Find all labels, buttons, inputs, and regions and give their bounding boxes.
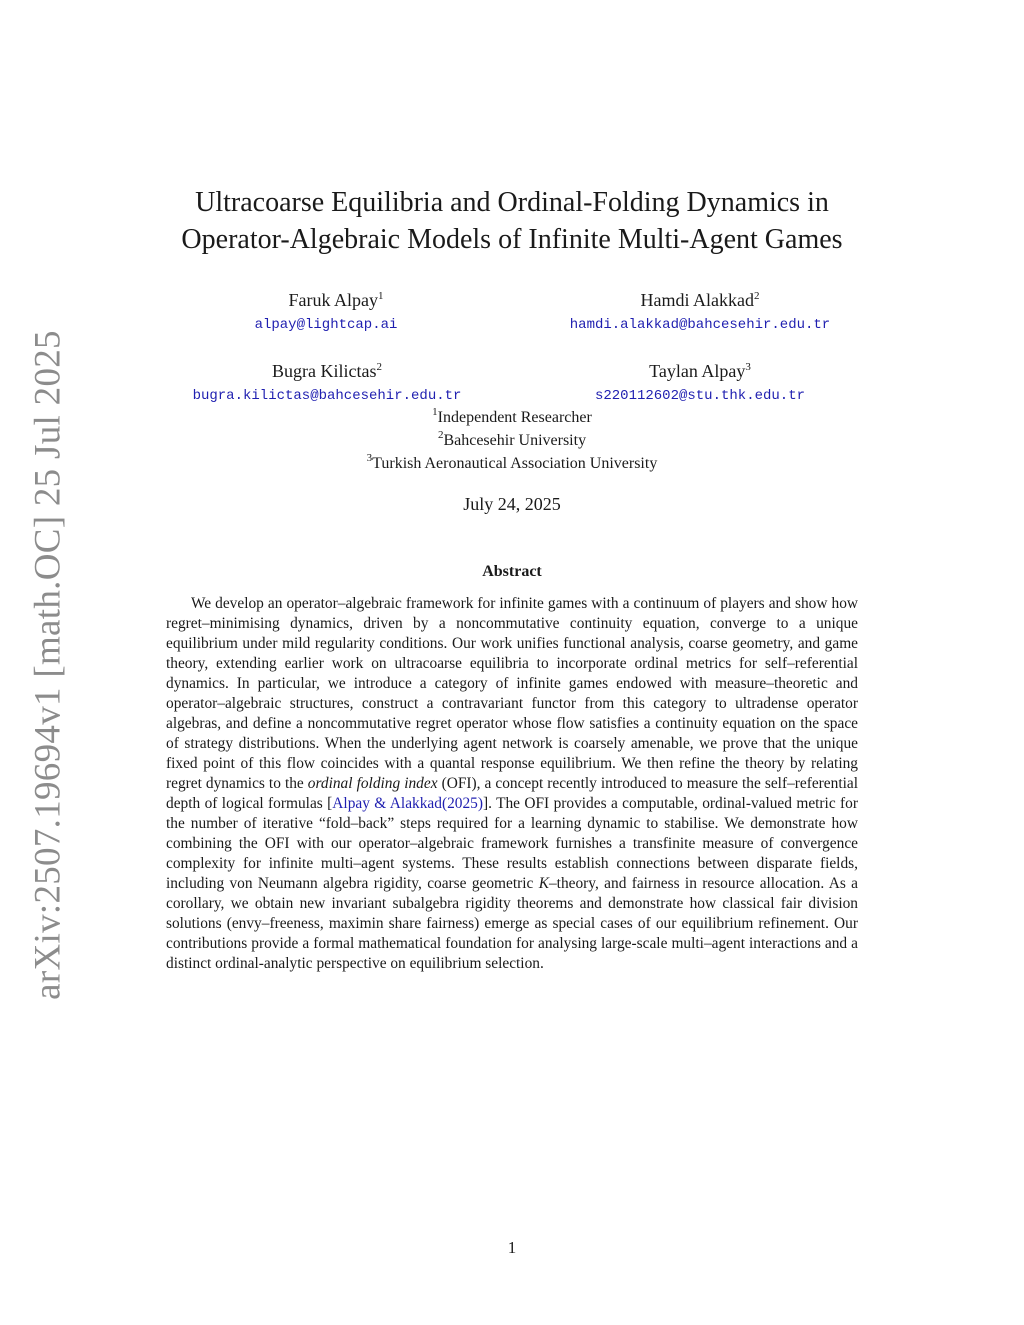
author-email-link[interactable]: bugra.kilictas@bahcesehir.edu.tr <box>192 388 462 404</box>
affiliation-mark: 3 <box>745 361 751 373</box>
author-name: Taylan Alpay$^3$ <box>649 361 751 381</box>
math-symbol: K <box>538 875 549 892</box>
citation-link[interactable]: Alpay & Alakkad(2025) <box>332 795 483 812</box>
author-email-link[interactable]: hamdi.alakkad@bahcesehir.edu.tr <box>569 317 831 333</box>
author-name: Faruk Alpay$^1$ <box>288 290 384 310</box>
affiliation-mark: 2 <box>437 429 444 441</box>
affiliation-mark: 2 <box>753 290 760 302</box>
affiliation-mark: 2 <box>376 361 382 373</box>
author-email-link[interactable]: alpay@lightcap.ai <box>254 317 398 333</box>
italic-term: ordinal folding index <box>307 775 438 792</box>
affiliation: $^1$Independent Researcher <box>432 406 592 426</box>
affiliation-mark: 1 <box>378 290 384 302</box>
author-email-link[interactable]: s220112602@stu.thk.edu.tr <box>594 388 806 404</box>
affiliation-mark: 3 <box>366 452 373 464</box>
affiliation: $^2$Bahcesehir University <box>437 429 587 449</box>
affiliation-mark: 1 <box>432 406 438 418</box>
author-name: Hamdi Alakkad$^2$ <box>640 290 760 310</box>
publication-date: July 24, 2025 <box>463 494 561 514</box>
author-name: Bugra Kilictas$^2$ <box>272 361 382 381</box>
abstract-heading: Abstract <box>482 563 542 580</box>
arxiv-identifier-stamp: arXiv:2507.19694v1 [math.OC] 25 Jul 2025 <box>27 330 69 1000</box>
page-number: 1 <box>507 1238 517 1257</box>
abstract-body: We develop an operator–algebraic framework for infinite games with a continuum of players and show how regret–minimising dynamics, driven by a noncommutative continuity equation, converge to a unique equilibrium under mild regularity conditions. Our work unifies functional analysis, coarse geometry, and game theory, extending earlier work on ultracoarse equilibria to incorporate ordinal metrics for self–referential dynamics. In particular, we introduce a category of infinite games endowed with measure–theoretic and operator–algebraic structures, construct a contravariant functor from this category to ultradense operator algebras, and define a noncommutative regret operator whose flow satisfies a continuity equation on the space of strategy distributions. When the underlying agent network is coarsely amenable, we prove that the unique fixed point of this flow coincides with a quantal response equilibrium. We then refine the theory by relating regret dynamics to the ordinal folding index (OFI), a concept recently introduced to measure the self–referential depth of logical formulas [Alpay & Alakkad(2025)]. The OFI provides a computable, ordinal-valued metric for the number of iterative “fold–back” steps required for a learning dynamic to stabilise. We demonstrate how combining the OFI with our operator–algebraic framework furnishes a transfinite measure of convergence complexity for infinite multi–agent systems. These results establish connections between disparate fields, including von Neumann algebra rigidity, coarse geometric K–theory, and fairness in resource allocation. As a corollary, we obtain new invariant subalgebra rigidity theorems and demonstrate how classical fair division solutions (envy–freeness, maximin share fairness) emerge as special cases of our equilibrium refinement. Our contributions provide a formal mathematical foundation for analysing large-scale multi–agent interactions and a distinct ordinal-analytic perspective on equilibrium selection. <box>166 595 858 972</box>
title-line-2: Operator-Algebraic Models of Infinite Multi-Agent Games <box>181 224 843 255</box>
affiliation: $^3$Turkish Aeronautical Association University <box>366 452 658 472</box>
title-line-1: Ultracoarse Equilibria and Ordinal-Folding Dynamics in <box>195 187 829 218</box>
paper-title <box>150 184 874 258</box>
